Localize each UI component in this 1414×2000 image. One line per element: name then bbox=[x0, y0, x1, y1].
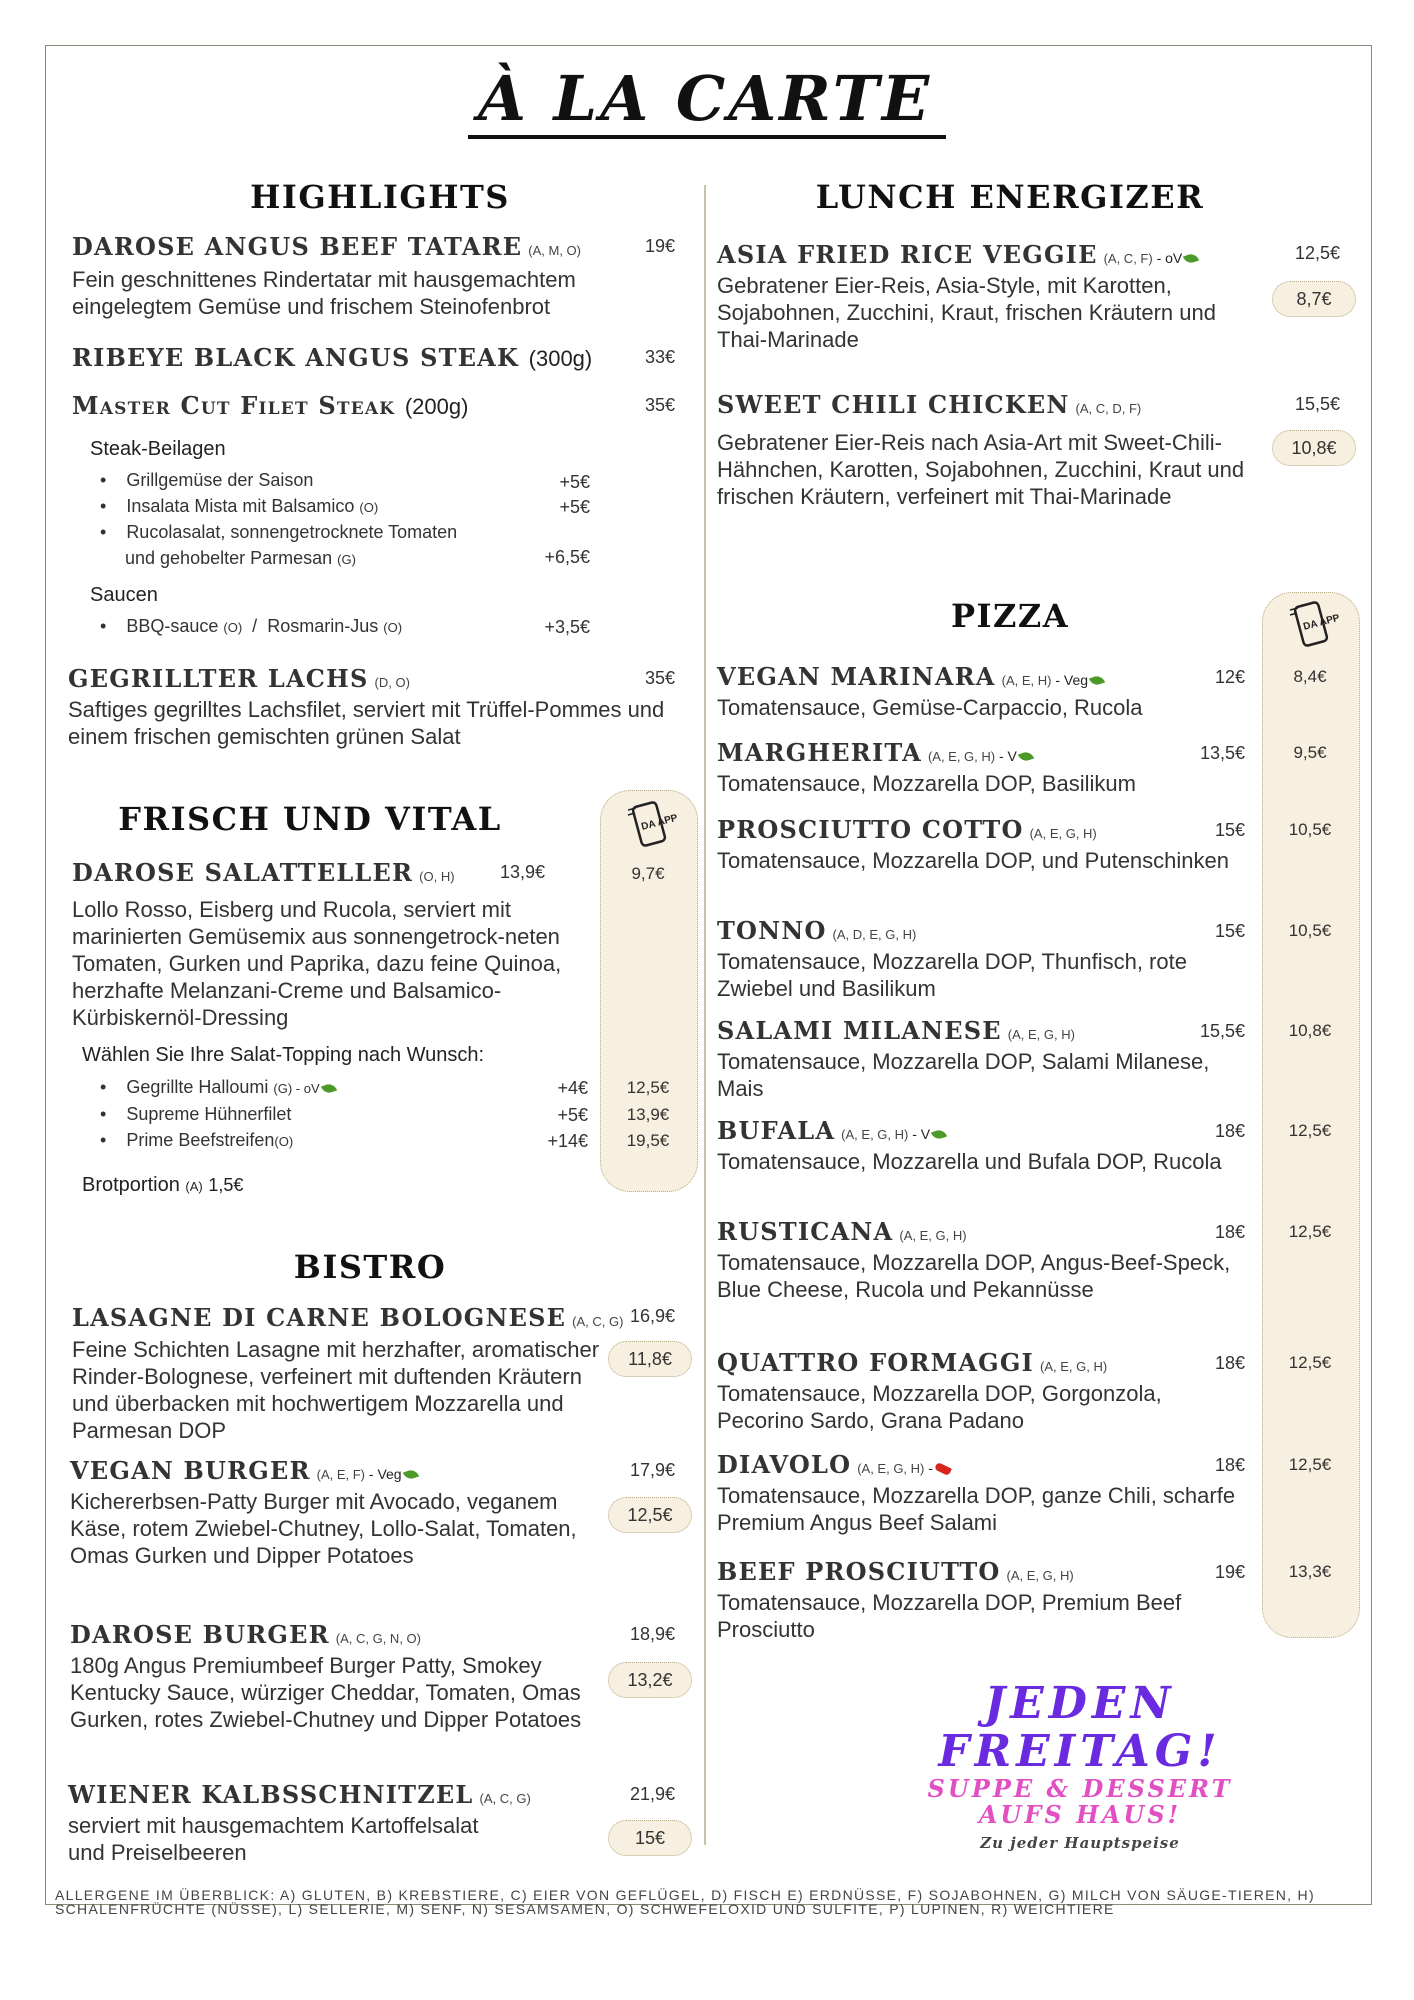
item-name: Master Cut Filet Steak (200g) bbox=[72, 391, 469, 420]
item-description: Saftiges gegrilltes Lachsfilet, serviert mit Trüffel-Pommes und einem frischen gemischten grünen Salat bbox=[68, 697, 665, 749]
item-name: WIENER KALBSSCHNITZEL (A, C, G) bbox=[68, 1780, 531, 1809]
pizza-item-price: 12€ bbox=[1214, 667, 1245, 687]
phone-app-icon bbox=[628, 800, 679, 848]
list-item-price: +3,5€ bbox=[544, 617, 590, 637]
item-description: Fein geschnittenes Rindertatar mit hausgemachtem eingelegtem Gemüse und frischem Steinofenbrot bbox=[72, 267, 576, 319]
section-heading-frisch: FRISCH UND VITAL bbox=[118, 800, 502, 838]
app-price-pill: 13,2€ bbox=[608, 1662, 692, 1698]
pizza-item-name: RUSTICANA (A, E, G, H) bbox=[717, 1217, 967, 1246]
list-item: • Supreme Hühnerfilet bbox=[100, 1104, 292, 1124]
list-item-price: +5€ bbox=[559, 472, 590, 492]
list-item-price: +5€ bbox=[559, 497, 590, 517]
list-item-price: +4€ bbox=[557, 1078, 588, 1098]
item-price: 19€ bbox=[644, 236, 675, 256]
app-badge-text: DA APP bbox=[640, 812, 679, 833]
section-heading-pizza: PIZZA bbox=[950, 597, 1070, 635]
item-name: LASAGNE DI CARNE BOLOGNESE (A, C, G) bbox=[72, 1303, 624, 1332]
item-name: DAROSE ANGUS BEEF TATARE (A, M, O) bbox=[72, 232, 581, 261]
pizza-app-price: 12,5€ bbox=[1288, 1353, 1332, 1372]
pizza-app-price: 10,5€ bbox=[1288, 820, 1332, 839]
item-description: Lollo Rosso, Eisberg und Rucola, serviert mit marinierten Gemüsemix aus sonnengetrock-neten Tomaten, Gurken und Paprika, dazu feine Quinoa, herzhafte Melanzani-Creme und Balsamico-Kürbiskernöl-Dressing bbox=[72, 897, 562, 1030]
leaf-icon bbox=[321, 1082, 337, 1095]
pizza-app-price: 12,5€ bbox=[1288, 1222, 1332, 1241]
pizza-app-price: 12,5€ bbox=[1288, 1455, 1332, 1474]
promo-line-1: JEDEN bbox=[984, 1678, 1176, 1729]
app-price: 13,9€ bbox=[626, 1105, 670, 1124]
item-price: 16,9€ bbox=[629, 1306, 675, 1326]
item-price: 33€ bbox=[644, 347, 675, 367]
list-item: • BBQ-sauce (O) / Rosmarin-Jus (O) bbox=[100, 616, 403, 636]
pizza-app-price: 9,5€ bbox=[1293, 743, 1327, 762]
pizza-item-description: Tomatensauce, Mozzarella DOP, und Putenschinken bbox=[717, 848, 1229, 873]
chili-icon bbox=[934, 1462, 952, 1476]
list-item: • Gegrillte Halloumi (G) - oV bbox=[100, 1077, 336, 1098]
pizza-app-price: 13,3€ bbox=[1288, 1562, 1332, 1581]
list-item: • Prime Beefstreifen(O) bbox=[100, 1130, 294, 1150]
app-price-pill: 15€ bbox=[608, 1820, 692, 1856]
pizza-app-price: 10,5€ bbox=[1288, 921, 1332, 940]
pizza-item-price: 13,5€ bbox=[1199, 743, 1245, 763]
app-price-pill: 10,8€ bbox=[1272, 430, 1356, 466]
item-price: 15,5€ bbox=[1294, 394, 1340, 414]
pizza-item-price: 19€ bbox=[1214, 1562, 1245, 1582]
item-description: 180g Angus Premiumbeef Burger Patty, Smokey Kentucky Sauce, würziger Cheddar, Tomaten, Omas Gurken, rotes Zwiebel-Chutney und Dipper Potatoes bbox=[70, 1653, 582, 1732]
item-price: 13,9€ bbox=[499, 862, 545, 882]
item-name: GEGRILLTER LACHS (D, O) bbox=[68, 664, 410, 693]
list-item: • Grillgemüse der Saison bbox=[100, 470, 314, 490]
list-item-price: +6,5€ bbox=[544, 547, 590, 567]
item-name: VEGAN BURGER (A, E, F) - Veg bbox=[70, 1456, 418, 1485]
pizza-item-name: BEEF PROSCIUTTO (A, E, G, H) bbox=[717, 1557, 1074, 1586]
item-price: 21,9€ bbox=[629, 1784, 675, 1804]
pizza-app-price: 12,5€ bbox=[1288, 1121, 1332, 1140]
list-item-price: +5€ bbox=[557, 1105, 588, 1125]
pizza-item-price: 18€ bbox=[1214, 1455, 1245, 1475]
section-heading-highlights: HIGHLIGHTS bbox=[250, 178, 510, 216]
pizza-item-name: SALAMI MILANESE (A, E, G, H) bbox=[717, 1016, 1075, 1045]
app-price-pill: 8,7€ bbox=[1272, 281, 1356, 317]
phone-app-icon bbox=[1290, 600, 1341, 648]
column-divider bbox=[704, 185, 706, 1845]
item-name: RIBEYE BLACK ANGUS STEAK (300g) bbox=[72, 343, 593, 372]
promo-line-5: Zu jeder Hauptspeise bbox=[980, 1834, 1180, 1852]
leaf-icon bbox=[402, 1468, 418, 1481]
pizza-item-price: 15,5€ bbox=[1199, 1021, 1245, 1041]
pizza-item-name: PROSCIUTTO COTTO (A, E, G, H) bbox=[717, 815, 1097, 844]
list-item-continued: und gehobelter Parmesan (G) bbox=[125, 548, 356, 568]
pizza-item-name: QUATTRO FORMAGGI (A, E, G, H) bbox=[717, 1348, 1108, 1377]
item-description: Feine Schichten Lasagne mit herzhafter, aromatischer Rinder-Bolognese, verfeinert mit duftenden Kräutern und überbacken mit hochwertigem Mozzarella und Parmesan DOP bbox=[72, 1337, 600, 1443]
pizza-item-description: Tomatensauce, Mozzarella DOP, Premium Beef Prosciutto bbox=[717, 1590, 1182, 1642]
pizza-app-price: 8,4€ bbox=[1293, 667, 1327, 686]
item-name: DAROSE SALATTELLER (O, H) bbox=[72, 858, 455, 887]
pizza-item-description: Tomatensauce, Mozzarella und Bufala DOP, Rucola bbox=[717, 1149, 1222, 1174]
pizza-item-description: Tomatensauce, Mozzarella DOP, Thunfisch, rote Zwiebel und Basilikum bbox=[717, 949, 1187, 1001]
item-price: 35€ bbox=[644, 395, 675, 415]
promo-line-2: FREITAG! bbox=[938, 1726, 1222, 1777]
pizza-item-name: BUFALA (A, E, G, H) - V bbox=[717, 1116, 946, 1145]
item-description: Gebratener Eier-Reis nach Asia-Art mit Sweet-Chili-Hähnchen, Karotten, Sojabohnen, Zucchini, Kraut und frischen Kräutern, verfeinert mit Thai-Marinade bbox=[717, 430, 1245, 509]
app-price: 9,7€ bbox=[631, 864, 665, 883]
allergen-footer: ALLERGENE IM ÜBERBLICK: A) GLUTEN, B) KREBSTIERE, C) EIER VON GEFLÜGEL, D) FISCH E) ERDNÜSSE, F) SOJABOHNEN, G) MILCH VON SÄUGE-TIEREN, H) SCHALENFRÜCHTE (NÜSSE), L) SELLERIE, M) SENF, N) SESAMSAMEN, O) SCHWEFELOXID UND SULFITE, P) LUPINEN, R) WEICHTIERE bbox=[55, 1887, 1315, 1917]
promo-line-4: AUFS HAUS! bbox=[978, 1800, 1182, 1829]
pizza-item-description: Tomatensauce, Mozzarella DOP, Gorgonzola, Pecorino Sardo, Grana Padano bbox=[717, 1381, 1162, 1433]
item-description: Gebratener Eier-Reis, Asia-Style, mit Karotten, Sojabohnen, Zucchini, Kraut, frischen Kräutern und Thai-Marinade bbox=[717, 273, 1216, 352]
pizza-item-description: Tomatensauce, Mozzarella DOP, Salami Milanese, Mais bbox=[717, 1049, 1210, 1101]
pizza-item-description: Tomatensauce, Mozzarella DOP, Angus-Beef-Speck, Blue Cheese, Rucola und Pekannüsse bbox=[717, 1250, 1231, 1302]
item-price: 12,5€ bbox=[1294, 243, 1340, 263]
pizza-item-price: 15€ bbox=[1214, 820, 1245, 840]
item-price: 17,9€ bbox=[629, 1460, 675, 1480]
pizza-item-description: Tomatensauce, Mozzarella DOP, ganze Chili, scharfe Premium Angus Beef Salami bbox=[717, 1483, 1236, 1535]
item-name: DAROSE BURGER (A, C, G, N, O) bbox=[70, 1620, 421, 1649]
app-price: 19,5€ bbox=[626, 1131, 670, 1150]
page-title: À LA CARTE bbox=[0, 62, 1414, 135]
item-price: 35€ bbox=[644, 668, 675, 688]
item-description: serviert mit hausgemachtem Kartoffelsalat und Preiselbeeren bbox=[68, 1813, 479, 1865]
promo-line-3: SUPPE & DESSERT bbox=[927, 1774, 1233, 1803]
subheading-sauces: Saucen bbox=[90, 584, 158, 606]
item-price: 18,9€ bbox=[629, 1624, 675, 1644]
pizza-item-name: VEGAN MARINARA (A, E, H) - Veg bbox=[717, 662, 1104, 691]
leaf-icon bbox=[1018, 750, 1034, 763]
leaf-icon bbox=[931, 1128, 947, 1141]
pizza-app-price: 10,8€ bbox=[1288, 1021, 1332, 1040]
subheading-toppings: Wählen Sie Ihre Salat-Topping nach Wunsch: bbox=[82, 1044, 485, 1066]
bread-portion: Brotportion (A) 1,5€ bbox=[82, 1174, 244, 1196]
pizza-item-name: MARGHERITA (A, E, G, H) - V bbox=[717, 738, 1033, 767]
pizza-item-price: 18€ bbox=[1214, 1222, 1245, 1242]
pizza-item-description: Tomatensauce, Mozzarella DOP, Basilikum bbox=[717, 771, 1136, 796]
item-name: ASIA FRIED RICE VEGGIE (A, C, F) - oV bbox=[717, 240, 1198, 269]
list-item: • Rucolasalat, sonnengetrocknete Tomaten bbox=[100, 522, 458, 542]
pizza-item-name: DIAVOLO (A, E, G, H) - bbox=[717, 1450, 951, 1479]
pizza-item-price: 15€ bbox=[1214, 921, 1245, 941]
app-price-pill: 12,5€ bbox=[608, 1497, 692, 1533]
app-badge-text: DA APP bbox=[1302, 612, 1341, 633]
leaf-icon bbox=[1089, 674, 1105, 687]
app-price-pill: 11,8€ bbox=[608, 1341, 692, 1377]
item-name: SWEET CHILI CHICKEN (A, C, D, F) bbox=[717, 390, 1142, 419]
list-item: • Insalata Mista mit Balsamico (O) bbox=[100, 496, 379, 516]
section-heading-bistro: BISTRO bbox=[293, 1248, 447, 1286]
pizza-item-description: Tomatensauce, Gemüse-Carpaccio, Rucola bbox=[717, 695, 1143, 720]
subheading-steak-sides: Steak-Beilagen bbox=[90, 438, 226, 460]
pizza-item-price: 18€ bbox=[1214, 1121, 1245, 1141]
app-price: 12,5€ bbox=[626, 1078, 670, 1097]
item-description: Kichererbsen-Patty Burger mit Avocado, veganem Käse, rotem Zwiebel-Chutney, Lollo-Salat, Tomaten, Omas Gurken und Dipper Potatoes bbox=[70, 1489, 577, 1568]
section-heading-lunch: LUNCH ENERGIZER bbox=[815, 178, 1205, 216]
pizza-item-name: TONNO (A, D, E, G, H) bbox=[717, 916, 917, 945]
list-item-price: +14€ bbox=[547, 1131, 588, 1151]
leaf-icon bbox=[1183, 252, 1199, 265]
pizza-item-price: 18€ bbox=[1214, 1353, 1245, 1373]
